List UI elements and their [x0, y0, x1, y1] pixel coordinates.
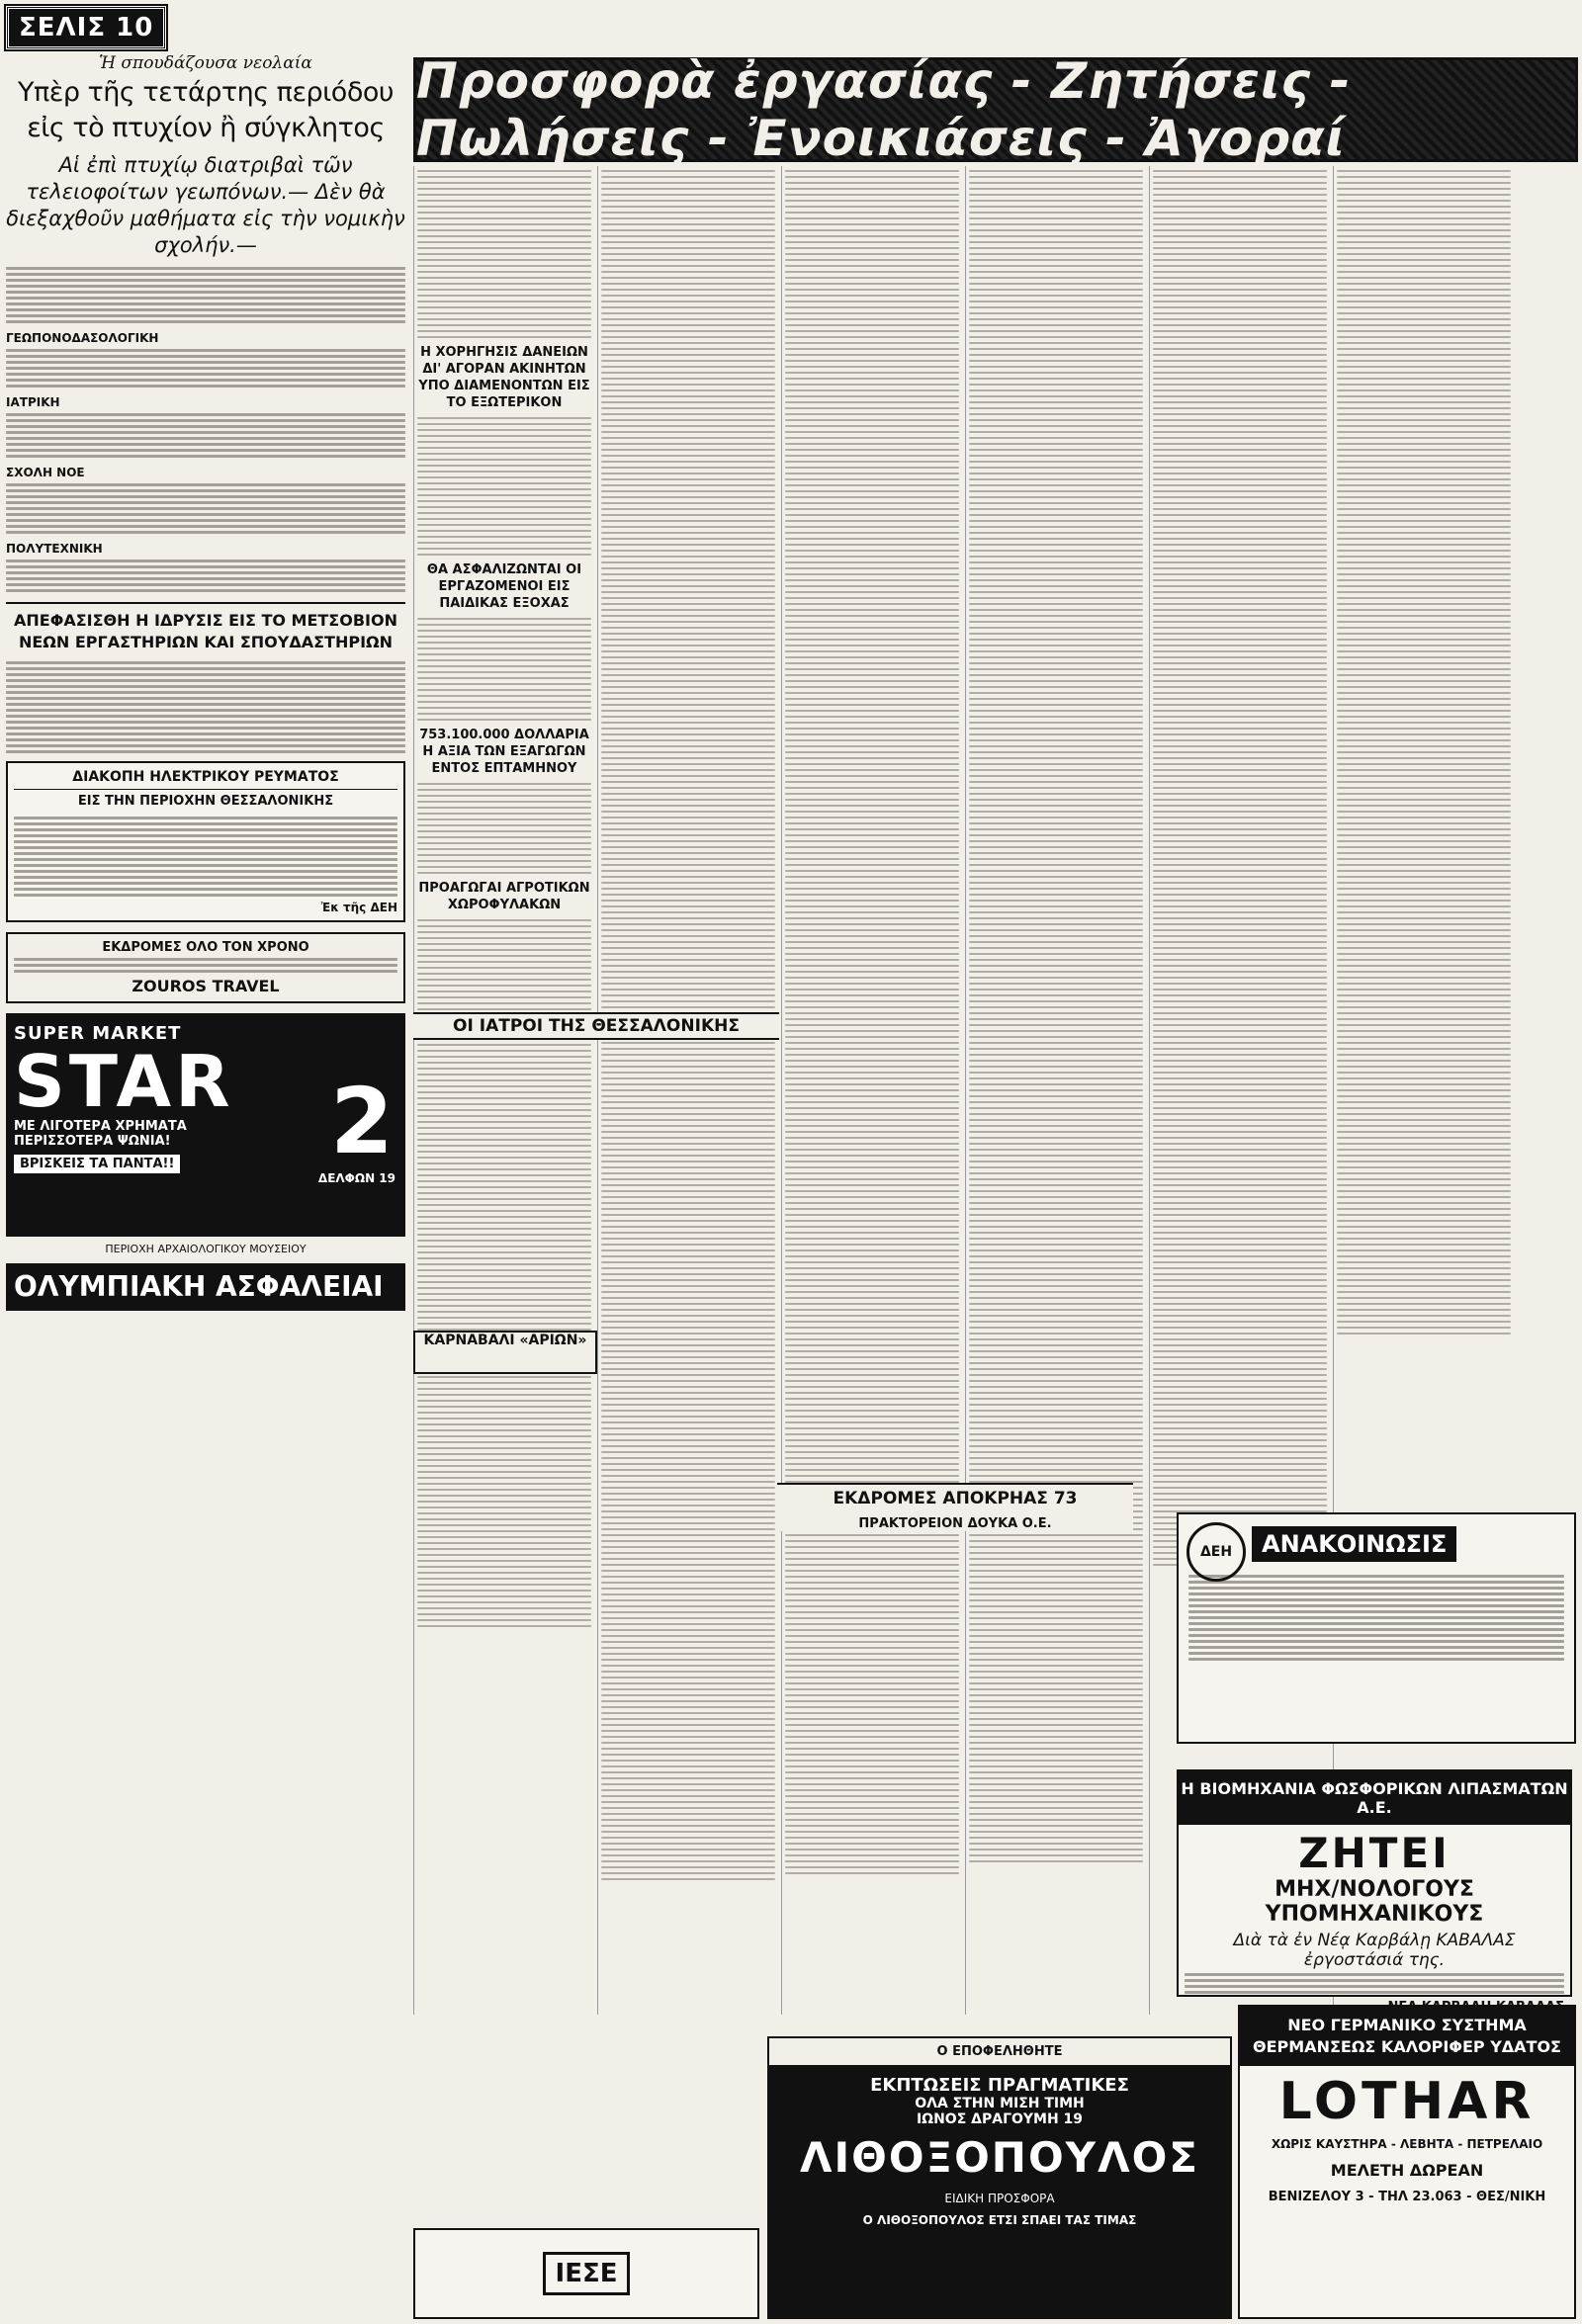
lothar-dealer: ΜΕΛΕΤΗ ΔΩΡΕΑΝ: [1330, 2161, 1484, 2180]
iese-logo: ΙΕΣΕ: [543, 2252, 631, 2295]
lithox-head: Ο ΕΠΟΦΕΛΗΘΗΤΕ: [769, 2038, 1230, 2065]
dei-logo-icon: ΔΕΗ: [1186, 1522, 1246, 1582]
lead-kicker: Ἡ σπουδάζουσα νεολαία: [99, 53, 312, 73]
excursions-agency: ΠΡΑΚΤΟΡΕΙΟΝ ΔΟΥΚΑ Ο.Ε.: [858, 1516, 1052, 1531]
column-head: Η ΧΟΡΗΓΗΣΙΣ ΔΑΝΕΙΩΝ ΔΙ' ΑΓΟΡΑΝ ΑΚΙΝΗΤΩΝ ΥΠΟ ΔΙΑΜΕΝΟΝΤΩΝ ΕΙΣ ΤΟ ΕΞΩΤΕΡΙΚΟΝ: [418, 345, 590, 410]
lead-headline: Υπὲρ τῆς τετάρτης περιόδου εἰς τὸ πτυχίον ἢ σύγκλητος: [17, 77, 394, 143]
star-line: ΠΕΡΙΣΣΟΤΕΡΑ ΨΩΝΙΑ!: [14, 1134, 171, 1149]
lithoxopoulos-ad: [767, 2036, 1232, 2319]
iese-ad: [413, 2228, 759, 2319]
power-notice-subtitle: ΕΙΣ ΤΗΝ ΠΕΡΙΟΧΗΝ ΘΕΣΣΑΛΟΝΙΚΗΣ: [77, 794, 334, 809]
excursions-ad: [777, 1483, 1133, 1531]
column-head: 753.100.000 ΔΟΛΛΑΡΙΑ Η ΑΞΙΑ ΤΩΝ ΕΞΑΓΩΓΩΝ ΕΝΤΟΣ ΕΠΤΑΜΗΝΟΥ: [419, 728, 589, 776]
decree-body: [6, 661, 405, 753]
text-column: [965, 166, 1146, 2015]
fertilizer-ad: [1177, 1769, 1572, 1997]
power-notice: [6, 761, 405, 922]
announcement-body: [1179, 1562, 1574, 1674]
section-head: ΣΧΟΛΗ ΝΟΕ: [6, 466, 85, 479]
column-head: ΘΑ ΑΣΦΑΛΙΖΩΝΤΑΙ ΟΙ ΕΡΓΑΖΟΜΕΝΟΙ ΕΙΣ ΠΑΙΔΙΚΑΣ ΕΞΟΧΑΣ: [426, 562, 582, 611]
star-find: ΒΡΙΣΚΕΙΣ ΤΑ ΠΑΝΤΑ!!: [14, 1155, 180, 1173]
tours-brand: ZOUROS TRAVEL: [132, 977, 280, 995]
lothar-ad: [1238, 2005, 1576, 2319]
lead-body: [6, 267, 405, 592]
power-notice-title: ΔΙΑΚΟΠΗ ΗΛΕΚΤΡΙΚΟΥ ΡΕΥΜΑΤΟΣ: [14, 769, 397, 790]
lithox-sales: ΕΚΠΤΩΣΕΙΣ ΠΡΑΓΜΑΤΙΚΕΣ: [870, 2075, 1129, 2096]
decree-headline: ΑΠΕΦΑΣΙΣΘΗ Η ΙΔΡΥΣΙΣ ΕΙΣ ΤΟ ΜΕΤΣΟΒΙΟΝ ΝΕΩΝ ΕΡΓΑΣΤΗΡΙΩΝ ΚΑΙ ΣΠΟΥΔΑΣΤΗΡΙΩΝ: [6, 602, 405, 653]
page-tag: ΣΕΛΙΣ 10: [6, 6, 166, 49]
lithox-foot: Ο ΛΙΘΟΞΟΠΟΥΛΟΣ ΕΤΣΙ ΣΠΑΕΙ ΤΑΣ ΤΙΜΑΣ: [862, 2213, 1137, 2227]
text-column: [781, 166, 962, 2015]
carnival-ad: ΚΑΡΝΑΒΑΛΙ «ΑΡΙΩΝ»: [413, 1331, 597, 1374]
fertilizer-role: ΜΗΧ/ΝΟΛΟΓΟΥΣ ΥΠΟΜΗΧΑΝΙΚΟΥΣ: [1265, 1877, 1484, 1927]
text-column: [413, 166, 594, 2015]
left-column: [6, 6, 405, 1311]
star-supermarket-ad: [6, 1013, 405, 1237]
fertilizer-where: Διὰ τὰ ἐν Νέᾳ Καρβάλῃ ΚΑΒΑΛΑΣ ἐργοστάσιά της.: [1233, 1931, 1516, 1970]
lithox-street: ΙΩΝΟΣ ΔΡΑΓΟΥΜΗ 19: [916, 2111, 1084, 2127]
announcement-title: ΑΝΑΚΟΙΝΩΣΙΣ: [1252, 1526, 1456, 1562]
insurance-ad: ΟΛΥΜΠΙΑΚΗ ΑΣΦΑΛΕΙΑΙ: [6, 1263, 405, 1311]
star-area: ΠΕΡΙΟΧΗ ΑΡΧΑΙΟΛΟΓΙΚΟΥ ΜΟΥΣΕΙΟΥ: [105, 1243, 307, 1255]
lothar-address: ΒΕΝΙΖΕΛΟΥ 3 - ΤΗΛ 23.063 - ΘΕΣ/ΝΙΚΗ: [1268, 2190, 1546, 2204]
section-head: ΙΑΤΡΙΚΗ: [6, 395, 60, 409]
excursions-title: ΕΚΔΡΟΜΕΣ ΑΠΟΚΡΗΑΣ 73: [833, 1489, 1078, 1508]
section-head: ΓΕΩΠΟΝΟΔΑΣΟΛΟΓΙΚΗ: [6, 331, 159, 345]
doctors-head: ΟΙ ΙΑΤΡΟΙ ΤΗΣ ΘΕΣΣΑΛΟΝΙΚΗΣ: [413, 1012, 779, 1040]
text-column: [597, 166, 778, 2015]
lothar-sub: ΧΩΡΙΣ ΚΑΥΣΤΗΡΑ - ΛΕΒΗΤΑ - ΠΕΤΡΕΛΑΙΟ: [1271, 2137, 1543, 2151]
section-head: ΠΟΛΥΤΕΧΝΙΚΗ: [6, 542, 103, 556]
star-number: 2: [329, 1069, 394, 1174]
star-line: ΜΕ ΛΙΓΟΤΕΡΑ ΧΡΗΜΑΤΑ: [14, 1119, 187, 1134]
lithox-half: ΟΛΑ ΣΤΗΝ ΜΙΣΗ ΤΙΜΗ: [915, 2096, 1085, 2111]
fertilizer-wants: ΖΗΤΕΙ: [1298, 1829, 1450, 1877]
lothar-top: ΝΕΟ ΓΕΡΜΑΝΙΚΟ ΣΥΣΤΗΜΑ ΘΕΡΜΑΝΣΕΩΣ ΚΑΛΟΡΙΦΕΡ ΥΔΑΤΟΣ: [1240, 2007, 1574, 2066]
star-street: ΔΕΛΦΩΝ 19: [317, 1171, 396, 1185]
lithox-offer: ΕΙΔΙΚΗ ΠΡΟΣΦΟΡΑ: [944, 2192, 1055, 2205]
lithox-name: ΛΙΘΟΞΟΠΟΥΛΟΣ: [800, 2133, 1199, 2182]
tours-title: ΕΚΔΡΟΜΕΣ ΟΛΟ ΤΟΝ ΧΡΟΝΟ: [102, 940, 309, 955]
tours-ad: [6, 932, 405, 1003]
announcement-box: [1177, 1512, 1576, 1744]
star-top: SUPER MARKET: [14, 1023, 182, 1044]
classified-banner: Προσφορὰ ἐργασίας - Ζητήσεις - Πωλήσεις - Ἐνοικιάσεις - Ἀγοραί: [413, 57, 1578, 162]
power-notice-sign: Ἐκ τῆς ΔΕΗ: [320, 901, 397, 914]
fertilizer-company: Η ΒΙΟΜΗΧΑΝΙΑ ΦΩΣΦΟΡΙΚΩΝ ΛΙΠΑΣΜΑΤΩΝ Α.Ε.: [1179, 1771, 1570, 1825]
lothar-name: LOTHAR: [1278, 2072, 1536, 2131]
column-head: ΠΡΟΑΓΩΓΑΙ ΑΓΡΟΤΙΚΩΝ ΧΩΡΟΦΥΛΑΚΩΝ: [418, 881, 590, 912]
lead-subhead: Αἱ ἐπὶ πτυχίῳ διατριβαὶ τῶν τελειοφοίτων γεωπόνων.— Δὲν θὰ διεξαχθοῦν μαθήματα εἰς τὴν νομικὴν σχολήν.—: [6, 153, 405, 257]
star-name: STAR: [14, 1040, 234, 1123]
